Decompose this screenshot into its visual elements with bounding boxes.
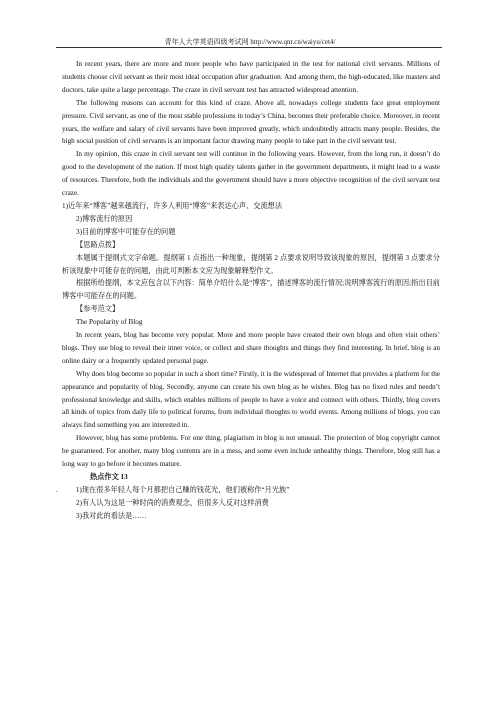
sample-paragraph-2: Why does blog become so popular in such a short time? Firstly, it is the widespread of Internet that provides a platform for the appearance and popularity of blog. Secondly, anyone can create his own blog as he wishes. Blog has no fixed rules and needn’t professional knowledge and skills, which enables millions of people to have a voice and connect with others. Thirdly, blog covers all kinds of topics from daily life to political forums, from individual thoughts to world events. Among millions of blogs, you can always find something you are interested in.: [62, 369, 440, 430]
hot-topic-item-3: 3)我对此的看法是……: [76, 511, 147, 520]
tips-heading: 【思路点拨】: [76, 240, 120, 249]
sample-title: The Popularity of Blog: [76, 318, 143, 327]
hot-topic-item-2: 2)有人认为这是一种时尚的消费观念，但很多人反对这样消费: [76, 498, 269, 507]
header-divider: [56, 47, 442, 48]
hot-topic-item-1-text: 1)现在很多年轻人每个月都把自己赚的钱花光，他们被称作“月光族”: [75, 485, 290, 494]
sample-heading: 【参考范文】: [76, 305, 120, 314]
tips-paragraph-2: 根据所给提纲，本文应包含以下内容：简单介绍什么是“博客”，描述博客的流行情况;说明博客流行的原因;指出目前博客中可能存在的问题。: [62, 279, 440, 301]
hot-topic-heading: 热点作文 13: [90, 473, 128, 481]
outline-item-3: 3)目前的博客中可能存在的问题: [76, 227, 176, 236]
outline-item-2: 2)博客流行的原因: [76, 214, 133, 223]
document-body: [56, 58, 440, 523]
sample-paragraph-1: In recent years, blog has become very popular. More and more people have created their own blogs and often visit others’ blogs. They use blog to reveal their inner voice, or collect and share thoughts and things they find interesting. In brief, blog is an online dairy or a frequently updated personal page.: [62, 331, 440, 365]
essay1-paragraph-1: In recent years, there are more and more people who have participated in the test for national civil servants. Millions of students choose civil servant as their most ideal occupation after graduation. And among them, the high-educated, like masters and doctors, take quite a large percentage. The craze in civil servant test has attracted widespread attention.: [62, 60, 440, 94]
hot-topic-item-1: [56, 484, 440, 497]
outline-item-1: 1)近年来“博客”越来越流行，许多人利用“博客”来表达心声、交流想法: [62, 201, 283, 210]
essay1-paragraph-3: In my opinion, this craze in civil servant test will continue in the following years. However, from the long run, it doesn’t do good to the development of the nation. If most high quality talents gather in the government departments, it might lead to a waste of resources. Therefore, both the individuals and the government should have a more objective recognition of the civil servant test craze.: [62, 150, 440, 198]
page-header: 青年人大学英语四级考试网 http://www.qnr.cn/waiyu/cet4/: [164, 38, 336, 46]
tips-paragraph-1: 本题属于提纲式文字命题。提纲第 1 点指出一种现象，提纲第 2 点要求说明导致该现象的原因，提纲第 3 点要求分析该现象中可能存在的问题，由此可判断本文应为现象解释型作文。: [62, 253, 440, 275]
list-marker: .: [56, 485, 58, 494]
essay1-paragraph-2: The following reasons can account for this kind of craze. Above all, nowadays college students face great employment pressure. Civil servant, as one of the most stable professions in today’s China, becomes their preferable choice. Moreover, in recent years, the welfare and salary of civil servants have been improved greatly, which undoubtedly attracts many people. Besides, the high social position of civil servants is an important factor drawing many people to take part in the civil servant test.: [62, 98, 440, 146]
sample-paragraph-3: However, blog has some problems. For one thing, plagiarism in blog is not unusual. The protection of blog copyright cannot be guaranteed. For another, many blog contents are in a mess, and some even include unhealthy things. Therefore, blog still has a long way to go before it becomes mature.: [62, 434, 440, 469]
